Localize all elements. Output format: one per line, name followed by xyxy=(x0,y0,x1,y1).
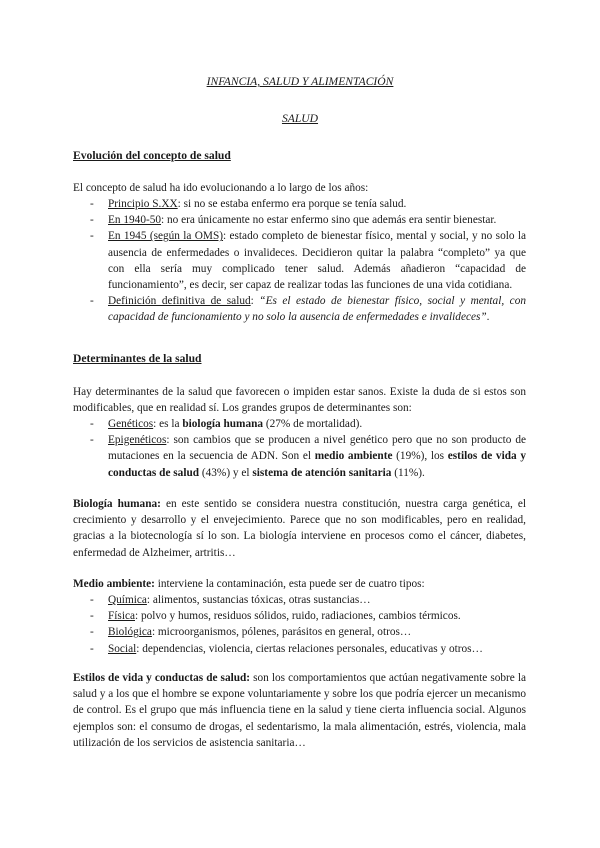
item-text: : xyxy=(250,295,260,308)
item-bold: medio ambiente xyxy=(314,450,393,463)
determinantes-list xyxy=(73,416,526,481)
item-term: Genéticos xyxy=(108,418,154,430)
section-heading-determinantes: Determinantes de la salud xyxy=(73,352,202,365)
item-term: Biológica xyxy=(108,626,152,639)
item-term: Física xyxy=(108,610,135,623)
list-item xyxy=(73,196,526,212)
medio-paragraph xyxy=(73,576,526,592)
estilos-paragraph xyxy=(73,670,526,751)
item-bold: estilos de vida y conductas de salud xyxy=(108,450,526,479)
item-text: (43%) y el xyxy=(199,466,253,479)
item-text: (27% de mortalidad). xyxy=(263,418,363,430)
item-term: Social xyxy=(108,642,137,655)
list-item xyxy=(73,608,526,624)
list-item xyxy=(73,228,526,293)
item-text: : microorganismos, pólenes, parásitos en general, otros… xyxy=(151,626,412,639)
list-item xyxy=(73,293,526,325)
item-bold: biología humana xyxy=(182,418,264,430)
estilos-text: son los comportamientos que actúan negativamente sobre la salud y a los que el hombre se expone voluntariamente y sobre los que podría ejercer un mecanismo de control. Es el grupo que más influencia tiene en la salud y tiene cierta influencia social. Algunos ejemplos son: el consumo de drogas, el sedentarismo, la mala alimentación, estrés, violencia, mala utilización de los servicios de asistencia sanitaria… xyxy=(73,672,527,749)
definition-quote: “Es el estado de bienestar físico, social y mental, con capacidad de funcionamiento y no solo la ausencia de enfermedades e invalideces” xyxy=(108,295,526,324)
item-text: : estado completo de bienestar físico, mental y social, y no solo la ausencia de enfermedades o invalideces. Decidieron quitar la palabra “completo” ya que con ella sería muy complicado tener salud. Además añadieron “capacidad de funcionamiento”, es decir, ser capaz de realizar todas las funciones de una vida cotidiana. xyxy=(108,230,526,292)
item-term: En 1945 (según la OMS) xyxy=(108,230,224,243)
item-term: Epigenéticos xyxy=(108,434,167,447)
item-text: : no era únicamente no estar enfermo sino que además era sentir bienestar. xyxy=(161,214,497,227)
item-end: . xyxy=(486,311,490,324)
list-item xyxy=(73,432,526,481)
main-title: INFANCIA, SALUD Y ALIMENTACIÓN xyxy=(206,75,394,88)
item-text: : son cambios que se producen a nivel genético pero que no son producto de mutaciones en la secuencia de ADN. Son el xyxy=(108,434,526,463)
item-term: Principio S.XX xyxy=(108,198,178,210)
item-term: En 1940-50 xyxy=(108,214,162,227)
item-text: : dependencias, violencia, ciertas relaciones personales, educativas y otros… xyxy=(136,642,483,655)
item-text: : alimentos, sustancias tóxicas, otras sustancias… xyxy=(146,594,371,606)
list-item xyxy=(73,416,526,432)
biologia-paragraph xyxy=(73,496,526,561)
medio-list xyxy=(73,592,526,657)
item-bold: sistema de atención sanitaria xyxy=(252,466,392,479)
subtitle: SALUD xyxy=(281,112,319,125)
item-text: (19%), los xyxy=(392,450,448,463)
list-item xyxy=(73,592,526,608)
section1-intro: El concepto de salud ha ido evolucionando a lo largo de los años: xyxy=(73,182,369,194)
item-text: : es la xyxy=(153,418,183,430)
section2-intro: Hay determinantes de la salud que favorecen o impiden estar sanos. Existe la duda de si estos son modificables, que en realidad sí. Los grandes grupos de determinantes son: xyxy=(73,386,526,415)
biologia-label: Biología humana: xyxy=(73,498,161,510)
item-text: (11%). xyxy=(391,466,425,479)
medio-text: interviene la contaminación, esta puede ser de cuatro tipos: xyxy=(154,578,425,590)
section-heading-evolucion: Evolución del concepto de salud xyxy=(73,149,231,162)
evolucion-list xyxy=(73,196,526,326)
list-item xyxy=(73,624,526,640)
medio-label: Medio ambiente: xyxy=(73,578,155,590)
biologia-text: en este sentido se considera nuestra constitución, nuestra carga genética, el crecimiento y desarrollo y el envejecimiento. Parece que no son modificables, pero en realidad, gracias a la biotecnología sí lo son. La biología interviene en procesos como el cáncer, diabetes, enfermedad de Alzheimer, artritis… xyxy=(73,498,527,559)
item-term: Definición definitiva de salud xyxy=(108,295,251,308)
list-item xyxy=(73,641,526,657)
item-text: : si no se estaba enfermo era porque se tenía salud. xyxy=(177,198,407,210)
list-item xyxy=(73,212,526,228)
estilos-label: Estilos de vida y conductas de salud: xyxy=(73,672,251,684)
item-term: Química xyxy=(108,594,147,606)
item-text: : polvo y humos, residuos sólidos, ruido, radiaciones, cambios térmicos. xyxy=(135,610,461,623)
